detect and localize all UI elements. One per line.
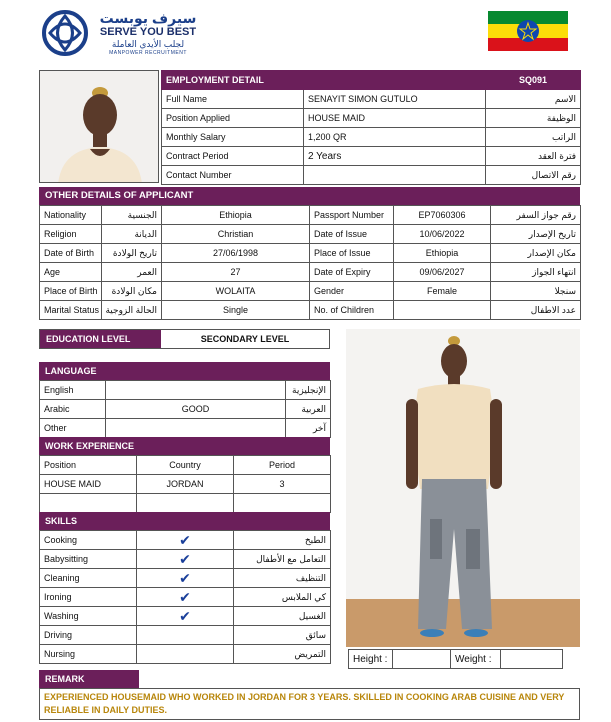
skill-arabic: التمريض [234,645,331,664]
detail-value: EP7060306 [394,206,491,225]
detail-arabic: العمر [102,263,162,282]
remark-text: EXPERIENCED HOUSEMAID WHO WORKED IN JORDAN FOR 3 YEARS. SKILLED IN COOKING ARAB CUISINE AND VERY RELIABLE IN DAILY DUTIES. [44,692,565,715]
language-label: English [40,381,106,400]
skill-check-washing [137,607,234,626]
row-arabic: فترة العقد [486,147,581,166]
row-label: Full Name [162,90,304,109]
logo-arabic-bottom: لجلب الأيدي العاملة [111,39,185,49]
detail-label: Religion [40,225,102,244]
applicant-photo-full-body [346,329,580,647]
detail-arabic: رقم جواز السفر [491,206,581,225]
language-level [106,419,286,438]
skill-check-driving [137,626,234,645]
other-details-title: OTHER DETAILS OF APPLICANT [39,187,580,205]
work-header: Period [234,456,331,475]
detail-arabic: الجنسية [102,206,162,225]
skill-label: Ironing [40,588,137,607]
skill-arabic: كي الملابس [234,588,331,607]
detail-label: Date of Birth [40,244,102,263]
detail-arabic: مكان الولادة [102,282,162,301]
skill-arabic: سائق [234,626,331,645]
checkmark-icon: ✔ [179,570,191,586]
weight-value [501,650,563,669]
detail-value: 10/06/2022 [394,225,491,244]
row-arabic: الراتب [486,128,581,147]
education-label: EDUCATION LEVEL [40,330,161,348]
detail-label: No. of Children [310,301,394,320]
education-row [39,329,330,349]
employment-title: EMPLOYMENT DETAIL [162,71,486,90]
detail-label: Nationality [40,206,102,225]
skill-check-nursing [137,645,234,664]
language-level [106,381,286,400]
row-label: Contact Number [162,166,304,185]
skills-title: SKILLS [39,512,330,530]
detail-label: Date of Expiry [310,263,394,282]
education-value: SECONDARY LEVEL [200,334,290,344]
skill-label: Babysitting [40,550,137,569]
work-position [40,494,137,513]
detail-label: Place of Issue [310,244,394,263]
detail-label: Gender [310,282,394,301]
logo-english: SERVE YOU BEST [99,26,197,38]
checkmark-icon: ✔ [179,589,191,605]
language-arabic: آخر [286,419,331,438]
detail-value [394,301,491,320]
detail-value: 09/06/2027 [394,263,491,282]
employment-detail-table [161,70,581,185]
reference-code: SQ091 [486,71,581,90]
detail-label: Age [40,263,102,282]
ethiopia-flag-icon [488,11,568,51]
detail-value: Ethiopia [162,206,310,225]
detail-value: Single [162,301,310,320]
skill-label: Cooking [40,531,137,550]
detail-label: Place of Birth [40,282,102,301]
work-header: Position [40,456,137,475]
skill-arabic: التعامل مع الأطفال [234,550,331,569]
work-period: 3 [234,475,331,494]
row-label: Position Applied [162,109,304,128]
skill-arabic: الطبخ [234,531,331,550]
detail-value: Ethiopia [394,244,491,263]
skill-arabic: الغسيل [234,607,331,626]
logo-emblem-icon [42,10,88,56]
work-experience-table [39,455,331,513]
position-value: HOUSE MAID [304,109,486,128]
checkmark-icon: ✔ [179,532,191,548]
skill-label: Cleaning [40,569,137,588]
remark-title: REMARK [39,670,139,688]
contract-value: 2 Years [304,147,486,166]
applicant-photo-portrait [39,70,159,183]
salary-value: 1,200 QR [304,128,486,147]
work-country: JORDAN [137,475,234,494]
language-level: GOOD [106,400,286,419]
detail-label: Passport Number [310,206,394,225]
skill-label: Driving [40,626,137,645]
logo-sub: MANPOWER RECRUITMENT [109,50,187,56]
work-period [234,494,331,513]
height-value [393,650,451,669]
language-label: Other [40,419,106,438]
remark-box [39,688,580,720]
skill-arabic: التنظيف [234,569,331,588]
row-arabic: الاسم [486,90,581,109]
skills-table [39,530,331,664]
row-label: Monthly Salary [162,128,304,147]
row-arabic: رقم الاتصال [486,166,581,185]
other-details-table [39,205,581,320]
weight-label: Weight : [451,650,501,669]
detail-arabic: مكان الإصدار [491,244,581,263]
skill-check-babysitting [137,550,234,569]
language-title: LANGUAGE [39,362,330,380]
skill-check-cooking [137,531,234,550]
full-name-value: SENAYIT SIMON GUTULO [304,90,486,109]
work-header: Country [137,456,234,475]
detail-arabic: تاريخ الإصدار [491,225,581,244]
contact-value [304,166,486,185]
row-label: Contract Period [162,147,304,166]
work-experience-title: WORK EXPERIENCE [39,437,330,455]
detail-arabic: تاريخ الولادة [102,244,162,263]
detail-arabic: الحالة الزوجية [102,301,162,320]
company-logo [42,10,202,56]
skill-check-ironing [137,588,234,607]
detail-value: Female [394,282,491,301]
detail-arabic: عدد الاطفال [491,301,581,320]
detail-arabic: انتهاء الجواز [491,263,581,282]
skill-label: Washing [40,607,137,626]
language-arabic: الإنجليزية [286,381,331,400]
work-position: HOUSE MAID [40,475,137,494]
work-country [137,494,234,513]
checkmark-icon: ✔ [179,608,191,624]
detail-value: 27 [162,263,310,282]
detail-value: Christian [162,225,310,244]
detail-arabic: سنجلا [491,282,581,301]
skill-check-cleaning [137,569,234,588]
measurements-table [348,649,563,669]
skill-label: Nursing [40,645,137,664]
language-table [39,380,331,438]
language-label: Arabic [40,400,106,419]
height-label: Height : [349,650,393,669]
checkmark-icon: ✔ [179,551,191,567]
logo-arabic-top: سيرف يوبست [99,10,197,26]
language-arabic: العربية [286,400,331,419]
detail-label: Date of Issue [310,225,394,244]
detail-value: 27/06/1998 [162,244,310,263]
detail-label: Marital Status [40,301,102,320]
detail-value: WOLAITA [162,282,310,301]
detail-arabic: الديانة [102,225,162,244]
row-arabic: الوظيفة [486,109,581,128]
